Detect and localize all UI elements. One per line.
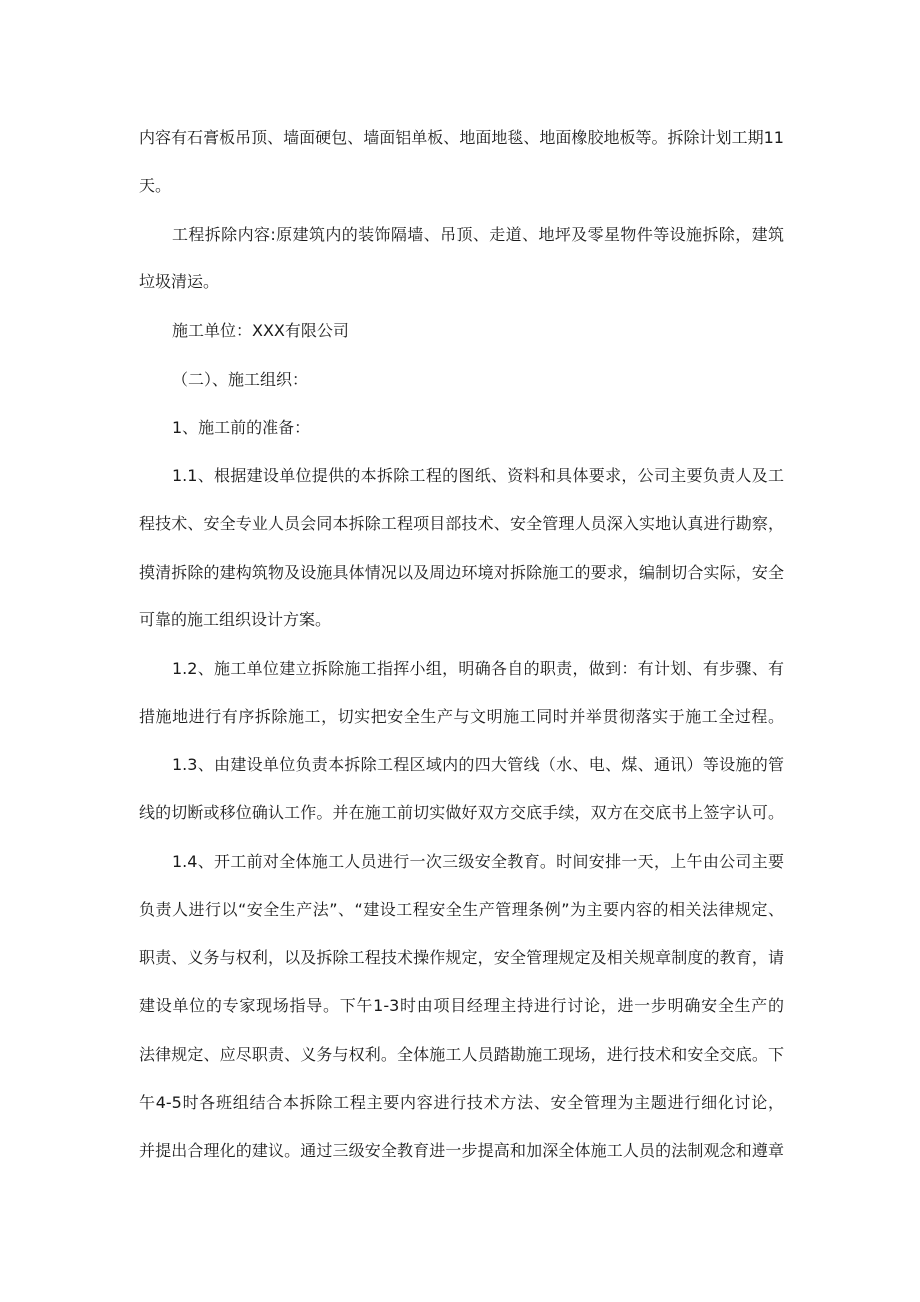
paragraph-line: 内容有石膏板吊顶、墙面硬包、墙面铝单板、地面地毯、地面橡胶地板等。拆除计划工期11 xyxy=(139,128,784,147)
section-heading: （二）、施工组织： xyxy=(172,370,309,389)
paragraph-line: 并提出合理化的建议。通过三级安全教育进一步提高和加深全体施工人员的法制观念和遵章 xyxy=(139,1141,784,1160)
paragraph-line: 1.2、施工单位建立拆除施工指挥小组，明确各自的职责，做到：有计划、有步骤、有 xyxy=(172,659,784,678)
paragraph-line: 建设单位的专家现场指导。下午1-3时由项目经理主持进行讨论，进一步明确安全生产的 xyxy=(139,996,784,1015)
paragraph-line: 线的切断或移位确认工作。并在施工前切实做好双方交底手续，双方在交底书上签字认可。 xyxy=(139,803,784,822)
subsection-heading: 1、施工前的准备： xyxy=(172,418,311,437)
paragraph-line: 垃圾清运。 xyxy=(139,272,220,291)
paragraph-line: 法律规定、应尽职责、义务与权利。全体施工人员踏勘施工现场，进行技术和安全交底。下 xyxy=(139,1045,784,1064)
paragraph-line: 午4-5时各班组结合本拆除工程主要内容进行技术方法、安全管理为主题进行细化讨论， xyxy=(139,1093,784,1112)
paragraph-line: 摸清拆除的建构筑物及设施具体情况以及周边环境对拆除施工的要求，编制切合实际，安全 xyxy=(139,563,784,582)
paragraph-line: 1.3、由建设单位负责本拆除工程区域内的四大管线（水、电、煤、通讯）等设施的管 xyxy=(172,755,784,774)
paragraph-line: 措施地进行有序拆除施工，切实把安全生产与文明施工同时并举贯彻落实于施工全过程。 xyxy=(139,707,784,726)
paragraph-line: 职责、义务与权利，以及拆除工程技术操作规定，安全管理规定及相关规章制度的教育，请 xyxy=(139,948,784,967)
paragraph-line: 程技术、安全专业人员会同本拆除工程项目部技术、安全管理人员深入实地认真进行勘察， xyxy=(139,514,784,533)
paragraph-line: 可靠的施工组织设计方案。 xyxy=(139,610,332,629)
paragraph-line: 天。 xyxy=(139,176,172,195)
paragraph-line: 1.1、根据建设单位提供的本拆除工程的图纸、资料和具体要求，公司主要负责人及工 xyxy=(172,466,784,485)
paragraph-line: 负责人进行以“安全生产法”、“建设工程安全生产管理条例”为主要内容的相关法律规定、 xyxy=(139,900,784,919)
paragraph-line: 施工单位：XXX有限公司 xyxy=(172,321,349,340)
paragraph-line: 工程拆除内容:原建筑内的装饰隔墙、吊顶、走道、地坪及零星物件等设施拆除，建筑 xyxy=(172,225,784,244)
paragraph-line: 1.4、开工前对全体施工人员进行一次三级安全教育。时间安排一天，上午由公司主要 xyxy=(172,852,784,871)
